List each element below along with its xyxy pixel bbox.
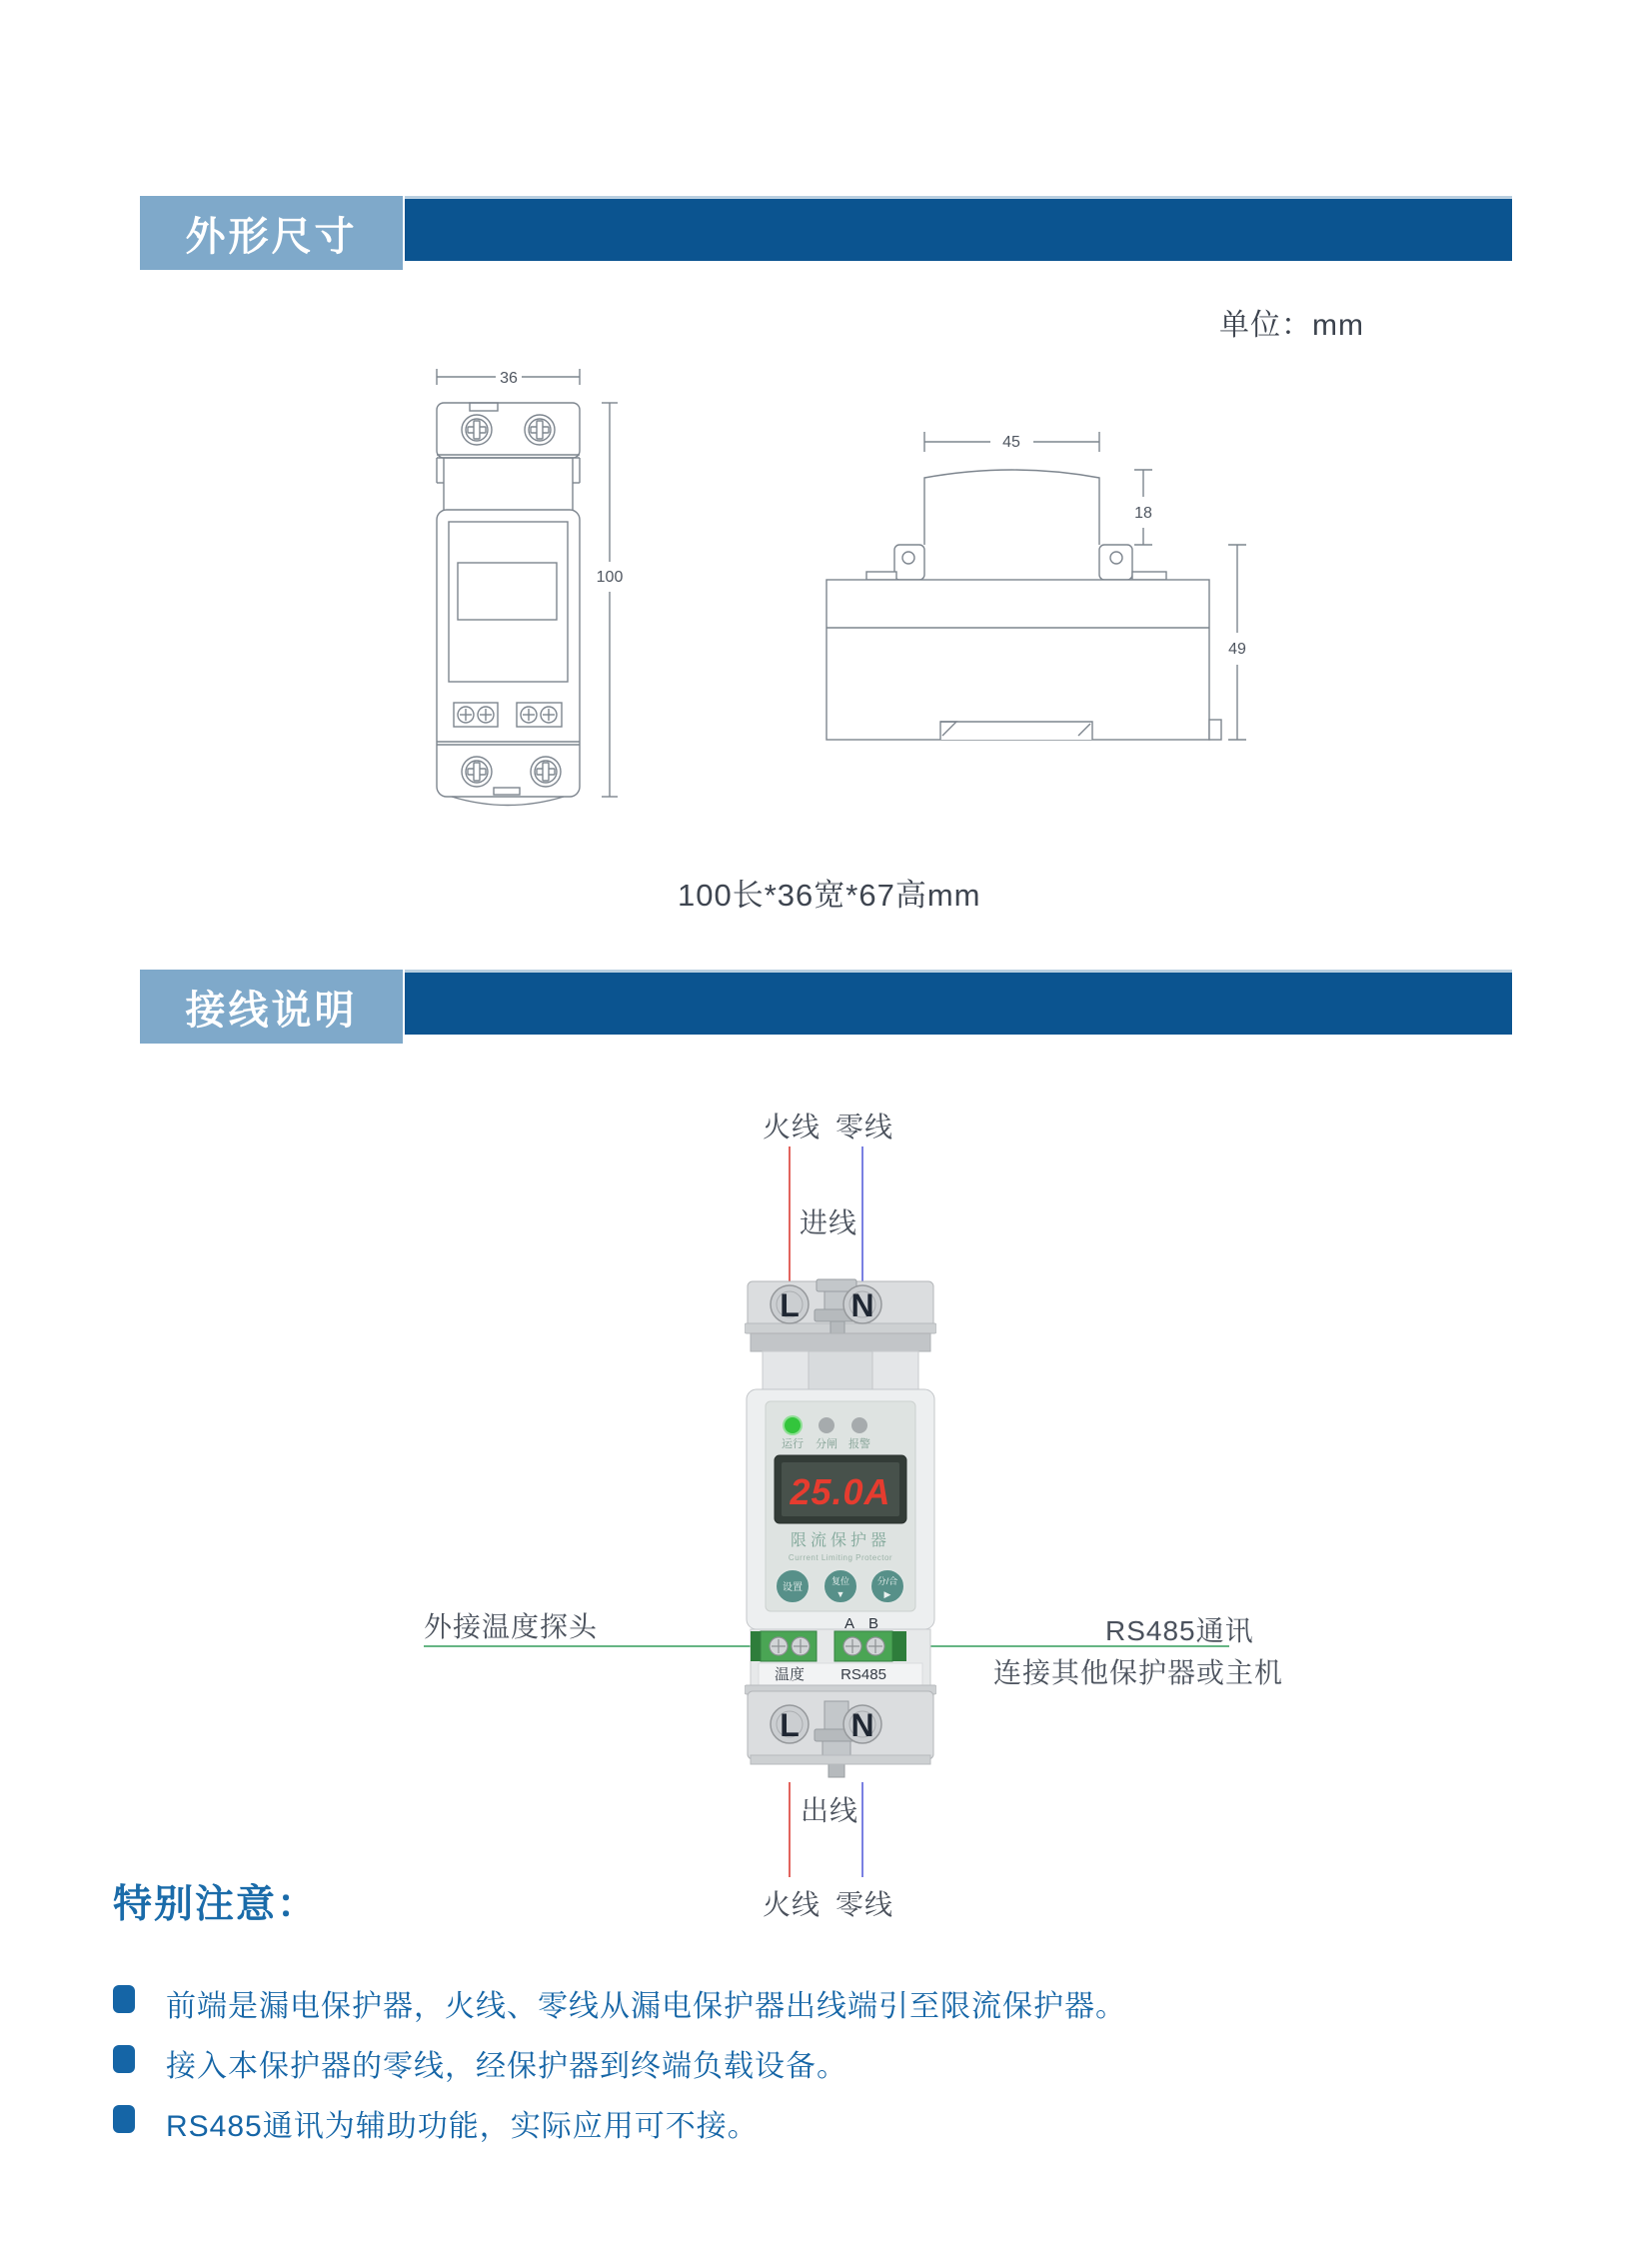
bottom-live-wire-label: 火线 — [763, 1889, 822, 1920]
note-bullet-icon — [113, 2045, 135, 2073]
protector-device-image — [745, 1277, 936, 1782]
side-view-drawing — [805, 420, 1264, 760]
note-text-1: 前端是漏电保护器，火线、零线从漏电保护器出线端引至限流保护器。 — [166, 1990, 1126, 2023]
reset-button — [824, 1569, 857, 1603]
section-title-dimensions: 外形尺寸 — [185, 214, 358, 259]
bottom-terminal-n — [843, 1705, 881, 1743]
led-run-label: 运行 — [782, 1438, 804, 1450]
top-neutral-wire-label: 零线 — [835, 1112, 894, 1142]
side-hump-dim: 18 — [1134, 505, 1152, 522]
device-name-en: Current Limiting Protector — [788, 1553, 893, 1562]
svg-text:N: N — [850, 1707, 874, 1743]
led-trip — [819, 1417, 834, 1433]
incoming-label: 进线 — [800, 1207, 858, 1238]
svg-text:▼: ▼ — [835, 1589, 845, 1599]
svg-text:▶: ▶ — [883, 1589, 891, 1599]
note-bullet-icon — [113, 2105, 135, 2133]
outgoing-live-wire — [789, 1782, 791, 1877]
port-b-label: B — [867, 1615, 879, 1632]
unit-label: 单位：mm — [1219, 309, 1364, 342]
section-header-bar-dimensions — [405, 196, 1512, 261]
front-width-dim: 36 — [500, 370, 518, 387]
led-run — [785, 1417, 801, 1433]
port-temp-label: 温度 — [774, 1666, 806, 1683]
note-bullet-icon — [113, 1985, 135, 2013]
dimensions-caption: 100长*36宽*67高mm — [678, 878, 981, 913]
side-body-dim: 49 — [1228, 641, 1246, 658]
note-item-1 — [113, 1981, 1126, 2025]
incoming-live-wire — [789, 1146, 791, 1282]
section-header-bar-wiring — [405, 970, 1512, 1035]
top-terminal-l — [771, 1285, 809, 1323]
front-height-dim: 100 — [596, 569, 624, 586]
svg-text:设置: 设置 — [783, 1582, 803, 1593]
svg-text:复位: 复位 — [830, 1576, 850, 1586]
section-title-wiring: 接线说明 — [185, 988, 358, 1033]
svg-text:分/合: 分/合 — [876, 1576, 898, 1586]
svg-text:N: N — [850, 1287, 874, 1323]
top-terminal-n — [843, 1285, 881, 1323]
section-header-wiring — [140, 970, 403, 1044]
top-live-wire-label: 火线 — [763, 1112, 822, 1142]
bottom-neutral-wire-label: 零线 — [835, 1889, 894, 1920]
note-item-2 — [113, 2041, 847, 2085]
front-view-drawing — [410, 360, 660, 820]
section-header-dimensions — [140, 196, 403, 270]
led-alarm-label: 报警 — [848, 1438, 870, 1450]
incoming-neutral-wire — [861, 1146, 863, 1282]
temp-probe-label: 外接温度探头 — [424, 1611, 599, 1642]
rs485-connect-label: 连接其他保护器或主机 — [993, 1657, 1284, 1688]
outgoing-neutral-wire — [861, 1782, 863, 1877]
port-a-label: A — [843, 1615, 855, 1632]
bottom-terminal-l — [771, 1705, 809, 1743]
port-rs485-label: RS485 — [840, 1666, 886, 1683]
note-text-3: RS485通讯为辅助功能，实际应用可不接。 — [166, 2110, 759, 2143]
outgoing-label: 出线 — [801, 1795, 859, 1826]
notes-title: 特别注意： — [113, 1883, 319, 1926]
rs485-comm-label: RS485通讯 — [1105, 1615, 1254, 1646]
set-button — [776, 1569, 810, 1603]
side-width-dim: 45 — [1002, 434, 1020, 451]
svg-text:L: L — [780, 1287, 800, 1323]
note-text-2: 接入本保护器的零线，经保护器到终端负载设备。 — [166, 2050, 847, 2083]
display-value: 25.0A — [790, 1471, 891, 1512]
led-alarm — [851, 1417, 867, 1433]
device-name-cn: 限流保护器 — [790, 1532, 891, 1549]
led-trip-label: 分闸 — [816, 1438, 837, 1450]
svg-text:L: L — [780, 1707, 800, 1743]
on-off-button — [870, 1569, 904, 1603]
note-item-3 — [113, 2101, 759, 2145]
